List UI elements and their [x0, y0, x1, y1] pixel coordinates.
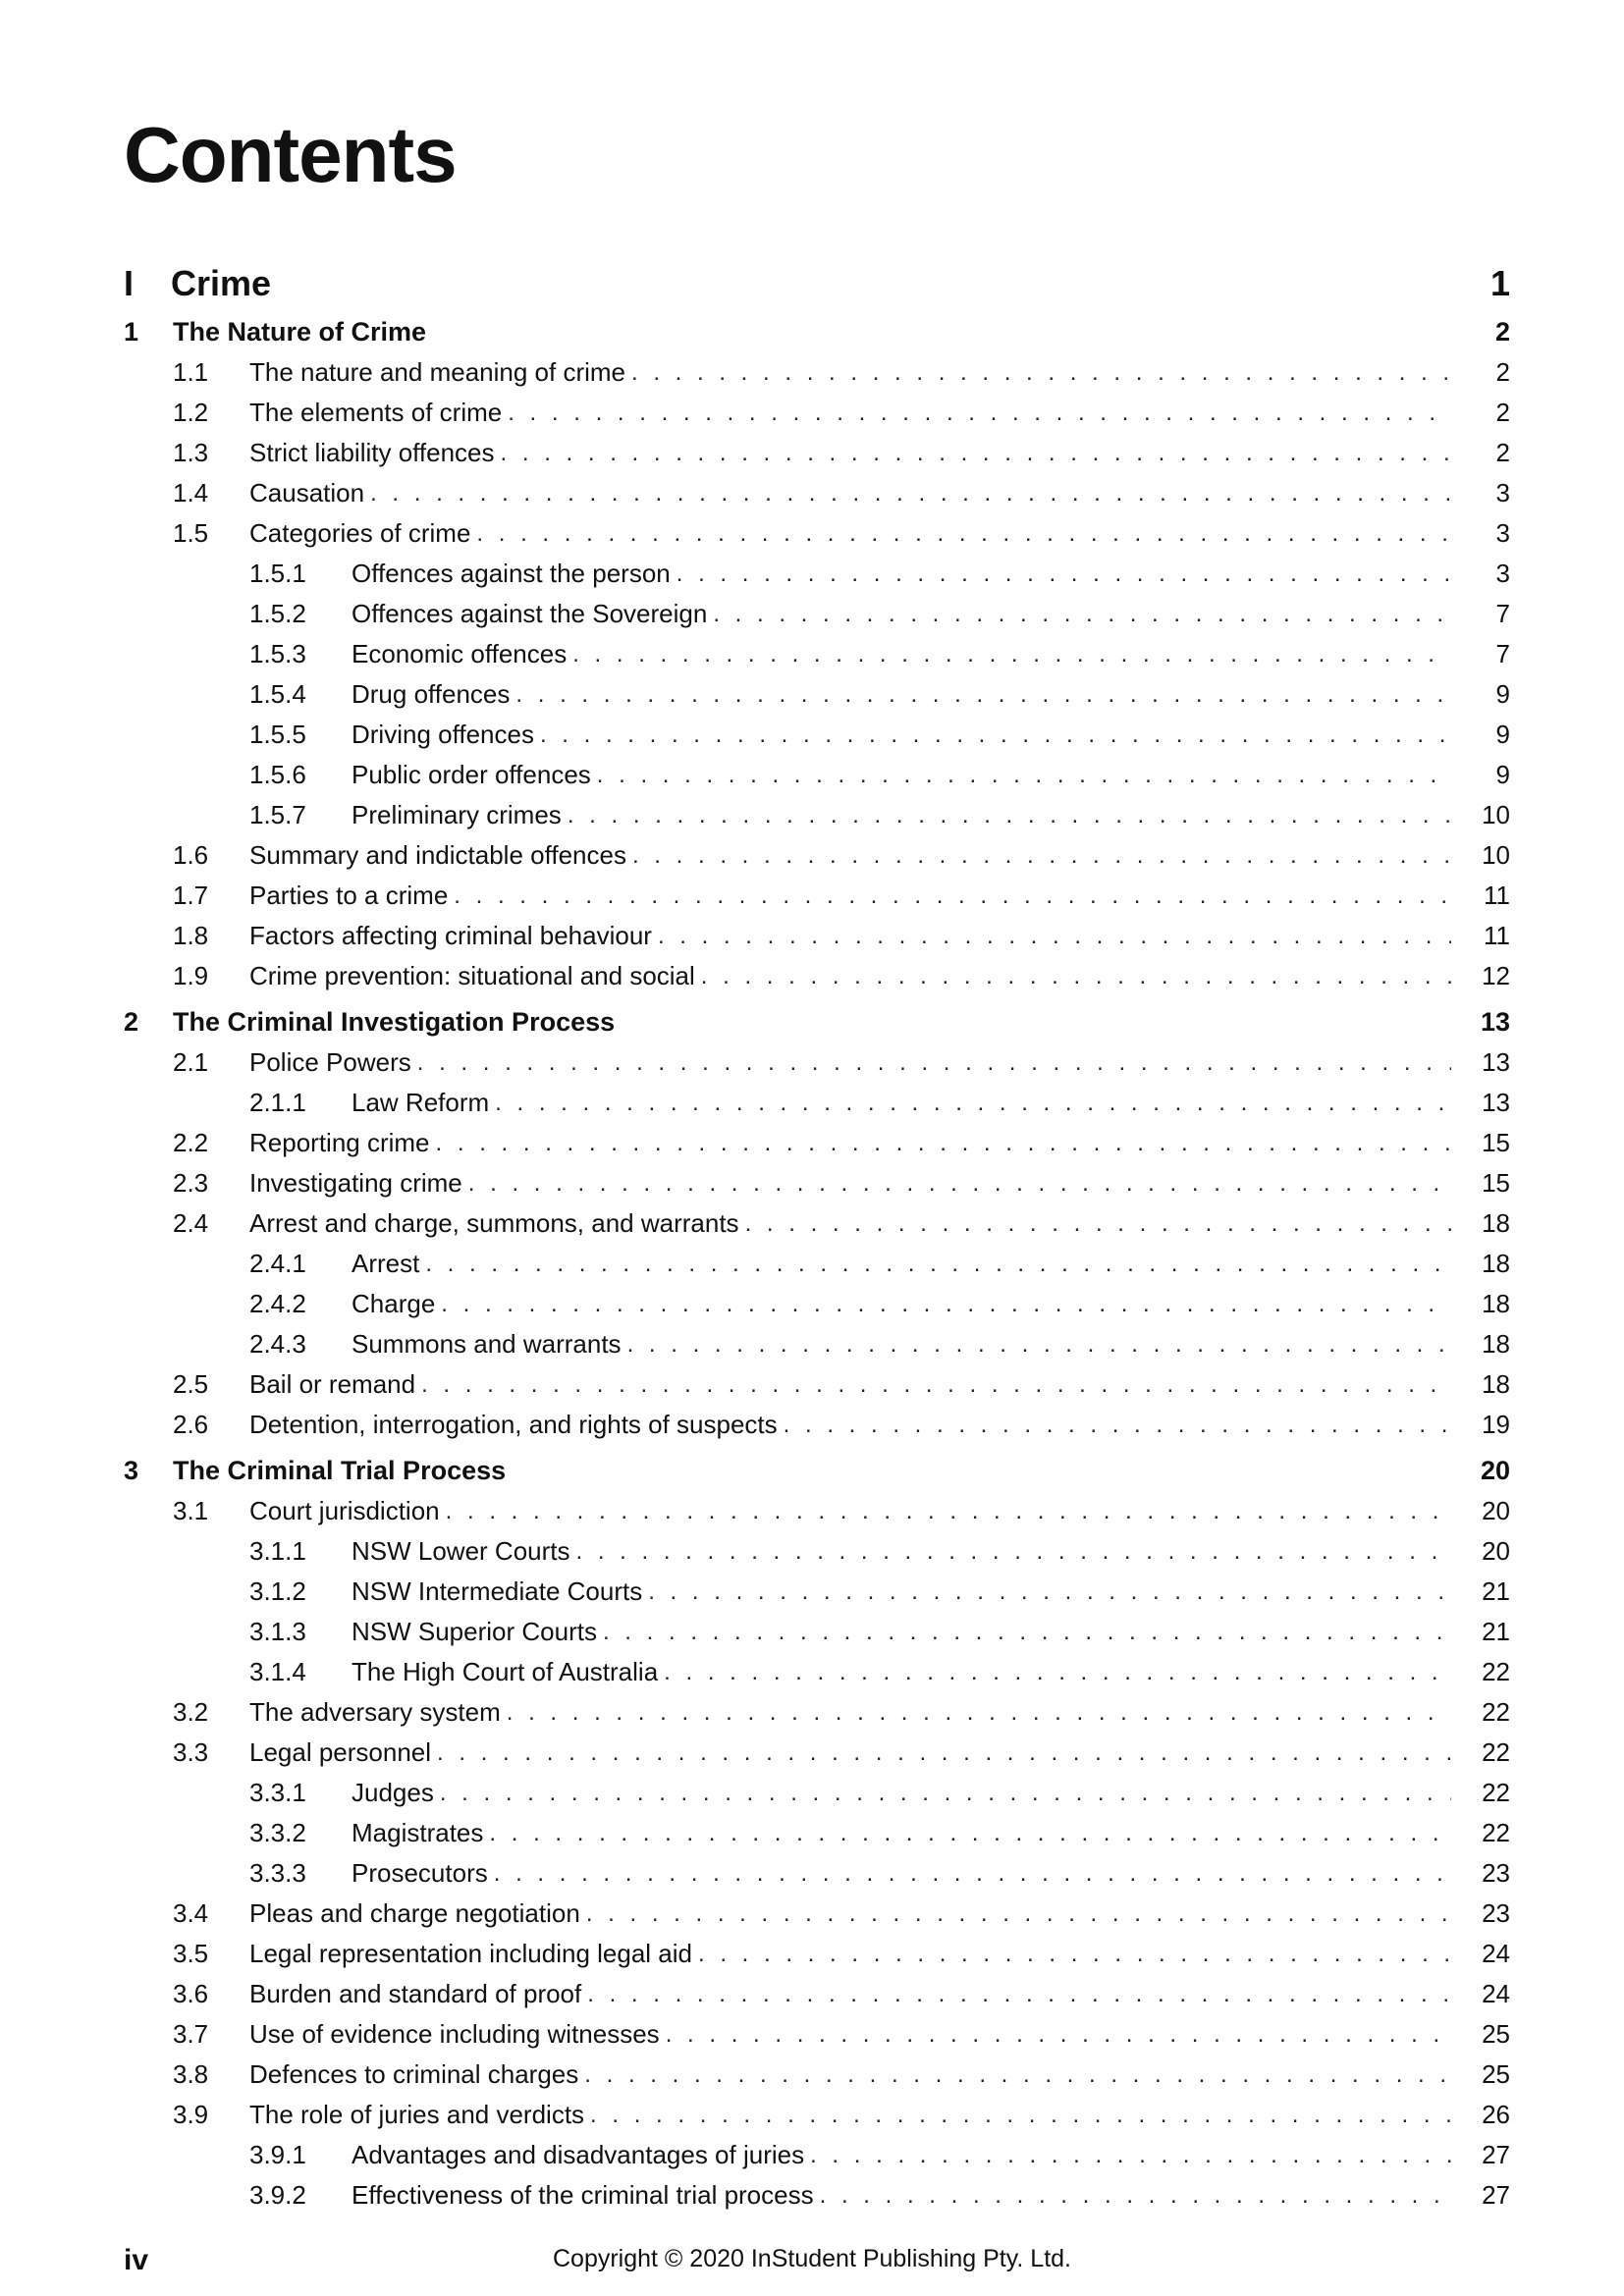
entry-number: 1.4 — [173, 478, 209, 507]
entry-number: 1.5.4 — [249, 679, 306, 709]
dot-leader — [508, 400, 1451, 427]
dot-leader — [421, 1371, 1451, 1399]
copyright-notice: Copyright © 2020 InStudent Publishing Pty. Ltd. — [552, 2245, 1071, 2272]
entry-page-number: 3 — [1495, 518, 1510, 548]
entry-title: The elements of crime — [249, 398, 503, 427]
entry-number: 2.4 — [173, 1208, 209, 1238]
entry-number: 3.1.1 — [249, 1536, 306, 1566]
toc-entry[interactable] — [124, 513, 1510, 554]
toc-entry[interactable] — [124, 594, 1510, 634]
entry-page-number: 18 — [1482, 1329, 1510, 1359]
toc-entry[interactable] — [124, 1773, 1510, 1813]
entry-title: NSW Lower Courts — [352, 1536, 570, 1566]
entry-number: 3.3.2 — [249, 1818, 306, 1847]
table-of-contents — [124, 312, 1510, 2216]
entry-title: NSW Superior Courts — [352, 1617, 597, 1646]
entry-page-number: 15 — [1482, 1168, 1510, 1198]
entry-page-number: 3 — [1495, 559, 1510, 588]
entry-page-number: 24 — [1482, 1939, 1510, 1968]
entry-page-number: 27 — [1482, 2140, 1510, 2169]
entry-page-number: 27 — [1482, 2180, 1510, 2210]
entry-title: Charge — [352, 1289, 436, 1318]
toc-entry[interactable] — [124, 835, 1510, 876]
entry-number: 1.5.7 — [249, 800, 306, 829]
dot-leader — [495, 1090, 1451, 1117]
entry-number: 2.1.1 — [249, 1088, 306, 1117]
entry-title: Arrest — [352, 1249, 420, 1278]
page-title: Contents — [124, 111, 457, 198]
toc-entry[interactable] — [124, 2055, 1510, 2095]
part-page-number: 1 — [1489, 263, 1510, 303]
entry-number: 3.4 — [173, 1898, 209, 1928]
toc-entry[interactable] — [124, 352, 1510, 393]
entry-title: Advantages and disadvantages of juries — [352, 2140, 805, 2169]
toc-entry[interactable] — [124, 876, 1510, 916]
entry-page-number: 20 — [1482, 1536, 1510, 1566]
entry-title: Detention, interrogation, and rights of suspects — [249, 1410, 778, 1439]
page-number: iv — [124, 2244, 149, 2276]
dot-leader — [515, 681, 1451, 709]
dot-leader — [425, 1251, 1451, 1278]
entry-title: Summons and warrants — [352, 1329, 622, 1359]
entry-page-number: 26 — [1482, 2100, 1510, 2129]
toc-chapter-1[interactable] — [124, 312, 1510, 352]
entry-number: 2.4.2 — [249, 1289, 306, 1318]
entry-page-number: 18 — [1482, 1369, 1510, 1399]
entry-title: The nature and meaning of crime — [249, 357, 625, 387]
dot-leader — [664, 1659, 1451, 1686]
toc-entry[interactable] — [124, 1733, 1510, 1773]
dot-leader — [441, 1291, 1451, 1318]
toc-chapter-3[interactable] — [124, 1451, 1510, 1491]
entry-page-number: 7 — [1495, 639, 1510, 668]
entry-number: 3.7 — [173, 2019, 209, 2049]
dot-leader — [476, 520, 1451, 548]
entry-number: 1.1 — [173, 357, 209, 387]
entry-number: 3.1.3 — [249, 1617, 306, 1646]
entry-title: Law Reform — [352, 1088, 490, 1117]
chapter-page-number: 2 — [1494, 317, 1510, 347]
dot-leader — [586, 1900, 1451, 1928]
entry-page-number: 7 — [1495, 599, 1510, 628]
toc-entry[interactable] — [124, 1491, 1510, 1531]
chapter-number: 1 — [124, 317, 139, 347]
toc-entry[interactable] — [124, 1284, 1510, 1324]
entry-title: Offences against the person — [352, 559, 671, 588]
dot-leader — [489, 1820, 1451, 1847]
entry-number: 1.5 — [173, 518, 209, 548]
dot-leader — [587, 1981, 1451, 2008]
entry-page-number: 22 — [1482, 1657, 1510, 1686]
toc-entry[interactable] — [124, 916, 1510, 956]
entry-number: 2.4.1 — [249, 1249, 306, 1278]
toc-entry[interactable] — [124, 956, 1510, 996]
toc-entry[interactable] — [124, 634, 1510, 674]
chapter-page-number: 20 — [1480, 1456, 1510, 1485]
entry-number: 1.9 — [173, 961, 209, 990]
entry-title: Use of evidence including witnesses — [249, 2019, 660, 2049]
entry-page-number: 13 — [1482, 1088, 1510, 1117]
entry-page-number: 11 — [1484, 921, 1510, 950]
entry-number: 1.5.2 — [249, 599, 306, 628]
entry-number: 1.6 — [173, 840, 209, 870]
entry-number: 1.2 — [173, 398, 209, 427]
entry-title: Defences to criminal charges — [249, 2059, 579, 2089]
entry-title: Legal personnel — [249, 1737, 432, 1767]
toc-entry[interactable] — [124, 1405, 1510, 1445]
dot-leader — [436, 1130, 1451, 1157]
dot-leader — [446, 1498, 1451, 1525]
toc-entry[interactable] — [124, 1934, 1510, 1974]
dot-leader — [540, 721, 1451, 749]
entry-title: Judges — [352, 1778, 434, 1807]
dot-leader — [501, 440, 1451, 467]
entry-title: Causation — [249, 478, 365, 507]
toc-entry[interactable] — [124, 2095, 1510, 2135]
dot-leader — [576, 1538, 1452, 1566]
toc-entry[interactable] — [124, 2014, 1510, 2055]
dot-leader — [440, 1780, 1451, 1807]
chapter-title: The Criminal Investigation Process — [173, 1007, 616, 1037]
entry-page-number: 19 — [1482, 1410, 1510, 1439]
dot-leader — [648, 1578, 1451, 1606]
entry-title: Driving offences — [352, 720, 534, 749]
toc-entry[interactable] — [124, 1692, 1510, 1733]
entry-title: Economic offences — [352, 639, 568, 668]
dot-leader — [658, 923, 1451, 950]
toc-entry[interactable] — [124, 1531, 1510, 1572]
entry-page-number: 3 — [1495, 478, 1510, 507]
entry-number: 1.7 — [173, 881, 209, 910]
entry-title: Court jurisdiction — [249, 1496, 440, 1525]
entry-title: The adversary system — [249, 1697, 501, 1727]
entry-title: Public order offences — [352, 760, 591, 789]
entry-title: Strict liability offences — [249, 438, 495, 467]
entry-page-number: 20 — [1482, 1496, 1510, 1525]
toc-entry[interactable] — [124, 1974, 1510, 2014]
entry-title: Prosecutors — [352, 1858, 488, 1888]
entry-number: 2.2 — [173, 1128, 209, 1157]
entry-title: Offences against the Sovereign — [352, 599, 708, 628]
entry-title: NSW Intermediate Courts — [352, 1576, 643, 1606]
part-title: Crime — [171, 263, 272, 303]
entry-page-number: 22 — [1482, 1697, 1510, 1727]
toc-entry[interactable] — [124, 715, 1510, 755]
dot-leader — [468, 1170, 1451, 1198]
dot-leader — [632, 842, 1451, 870]
dot-leader — [820, 2182, 1451, 2210]
toc-entry[interactable] — [124, 1123, 1510, 1163]
entry-title: Categories of crime — [249, 518, 471, 548]
entry-title: Preliminary crimes — [352, 800, 562, 829]
entry-title: Crime prevention: situational and social — [249, 961, 695, 990]
entry-title: The High Court of Australia — [352, 1657, 659, 1686]
entry-page-number: 2 — [1495, 438, 1510, 467]
entry-number: 2.3 — [173, 1168, 209, 1198]
toc-entry[interactable] — [124, 674, 1510, 715]
toc-entry[interactable] — [124, 433, 1510, 473]
entry-page-number: 2 — [1495, 357, 1510, 387]
entry-number: 2.6 — [173, 1410, 209, 1439]
toc-entry[interactable] — [124, 2175, 1510, 2216]
dot-leader — [713, 601, 1451, 628]
entry-number: 3.5 — [173, 1939, 209, 1968]
dot-leader — [745, 1210, 1451, 1238]
entry-title: Investigating crime — [249, 1168, 462, 1198]
toc-entry[interactable] — [124, 1652, 1510, 1692]
entry-number: 3.2 — [173, 1697, 209, 1727]
toc-entry[interactable] — [124, 554, 1510, 594]
dot-leader — [590, 2102, 1451, 2129]
entry-page-number: 9 — [1495, 760, 1510, 789]
entry-title: The role of juries and verdicts — [249, 2100, 585, 2129]
chapter-number: 2 — [124, 1007, 139, 1037]
entry-page-number: 24 — [1482, 1979, 1510, 2008]
dot-leader — [417, 1049, 1451, 1077]
toc-entry[interactable] — [124, 2135, 1510, 2175]
dot-leader — [631, 359, 1451, 387]
entry-number: 1.3 — [173, 438, 209, 467]
toc-entry[interactable] — [124, 755, 1510, 795]
entry-number: 3.3 — [173, 1737, 209, 1767]
entry-page-number: 10 — [1482, 840, 1510, 870]
entry-title: Police Powers — [249, 1047, 411, 1077]
entry-page-number: 10 — [1482, 800, 1510, 829]
dot-leader — [627, 1331, 1451, 1359]
entry-number: 3.9 — [173, 2100, 209, 2129]
entry-page-number: 25 — [1482, 2059, 1510, 2089]
toc-entry[interactable] — [124, 1364, 1510, 1405]
dot-leader — [597, 762, 1451, 789]
entry-page-number: 22 — [1482, 1778, 1510, 1807]
entry-page-number: 12 — [1482, 961, 1510, 990]
toc-entry[interactable] — [124, 1572, 1510, 1612]
toc-entry[interactable] — [124, 473, 1510, 513]
entry-title: Magistrates — [352, 1818, 484, 1847]
entry-page-number: 2 — [1495, 398, 1510, 427]
toc-entry[interactable] — [124, 1324, 1510, 1364]
entry-page-number: 9 — [1495, 679, 1510, 709]
dot-leader — [666, 2021, 1451, 2049]
entry-title: Summary and indictable offences — [249, 840, 626, 870]
toc-entry[interactable] — [124, 1853, 1510, 1894]
toc-entry[interactable] — [124, 1244, 1510, 1284]
dot-leader — [701, 963, 1451, 990]
entry-page-number: 18 — [1482, 1208, 1510, 1238]
dot-leader — [810, 2142, 1451, 2169]
toc-entry[interactable] — [124, 1203, 1510, 1244]
toc-entry[interactable] — [124, 1083, 1510, 1123]
entry-page-number: 11 — [1484, 881, 1510, 910]
entry-number: 3.8 — [173, 2059, 209, 2089]
dot-leader — [370, 480, 1451, 507]
entry-number: 3.9.1 — [249, 2140, 306, 2169]
toc-entry[interactable] — [124, 1163, 1510, 1203]
part-number: I — [124, 263, 135, 303]
entry-number: 1.5.6 — [249, 760, 306, 789]
entry-title: Parties to a crime — [249, 881, 449, 910]
toc-entry[interactable] — [124, 393, 1510, 433]
entry-page-number: 23 — [1482, 1858, 1510, 1888]
dot-leader — [584, 2061, 1451, 2089]
entry-number: 1.5.1 — [249, 559, 306, 588]
entry-number: 3.3.1 — [249, 1778, 306, 1807]
toc-entry[interactable] — [124, 1042, 1510, 1083]
entry-number: 2.5 — [173, 1369, 209, 1399]
entry-page-number: 23 — [1482, 1898, 1510, 1928]
entry-page-number: 22 — [1482, 1737, 1510, 1767]
chapter-title: The Nature of Crime — [173, 317, 427, 347]
dot-leader — [494, 1860, 1451, 1888]
entry-page-number: 18 — [1482, 1289, 1510, 1318]
entry-number: 3.6 — [173, 1979, 209, 2008]
dot-leader — [437, 1739, 1451, 1767]
entry-page-number: 22 — [1482, 1818, 1510, 1847]
dot-leader — [677, 561, 1451, 588]
chapter-page-number: 13 — [1480, 1007, 1510, 1037]
entry-number: 1.5.3 — [249, 639, 306, 668]
entry-number: 3.3.3 — [249, 1858, 306, 1888]
entry-page-number: 21 — [1482, 1576, 1510, 1606]
dot-leader — [784, 1412, 1451, 1439]
chapter-number: 3 — [124, 1456, 139, 1485]
dot-leader — [507, 1699, 1451, 1727]
entry-title: Effectiveness of the criminal trial process — [352, 2180, 814, 2210]
entry-number: 3.1.2 — [249, 1576, 306, 1606]
chapter-title: The Criminal Trial Process — [173, 1456, 507, 1485]
entry-title: Pleas and charge negotiation — [249, 1898, 580, 1928]
entry-title: Arrest and charge, summons, and warrants — [249, 1208, 739, 1238]
entry-title: Burden and standard of proof — [249, 1979, 582, 2008]
toc-entry[interactable] — [124, 1894, 1510, 1934]
entry-title: Legal representation including legal aid — [249, 1939, 692, 1968]
entry-number: 1.5.5 — [249, 720, 306, 749]
entry-number: 3.9.2 — [249, 2180, 306, 2210]
entry-number: 3.1 — [173, 1496, 209, 1525]
toc-entry[interactable] — [124, 1813, 1510, 1853]
dot-leader — [603, 1619, 1451, 1646]
dot-leader — [698, 1941, 1451, 1968]
toc-entry[interactable] — [124, 1612, 1510, 1652]
dot-leader — [454, 882, 1451, 910]
entry-title: Bail or remand — [249, 1369, 416, 1399]
entry-page-number: 21 — [1482, 1617, 1510, 1646]
entry-page-number: 15 — [1482, 1128, 1510, 1157]
entry-number: 2.4.3 — [249, 1329, 306, 1359]
dot-leader — [572, 641, 1451, 668]
entry-title: Reporting crime — [249, 1128, 430, 1157]
entry-page-number: 25 — [1482, 2019, 1510, 2049]
entry-page-number: 13 — [1482, 1047, 1510, 1077]
entry-title: Factors affecting criminal behaviour — [249, 921, 652, 950]
entry-number: 2.1 — [173, 1047, 209, 1077]
entry-page-number: 9 — [1495, 720, 1510, 749]
entry-number: 3.1.4 — [249, 1657, 306, 1686]
entry-page-number: 18 — [1482, 1249, 1510, 1278]
toc-part-heading[interactable] — [124, 261, 1510, 306]
toc-entry[interactable] — [124, 795, 1510, 835]
entry-number: 1.8 — [173, 921, 209, 950]
dot-leader — [568, 802, 1451, 829]
entry-title: Drug offences — [352, 679, 511, 709]
toc-chapter-2[interactable] — [124, 1002, 1510, 1042]
